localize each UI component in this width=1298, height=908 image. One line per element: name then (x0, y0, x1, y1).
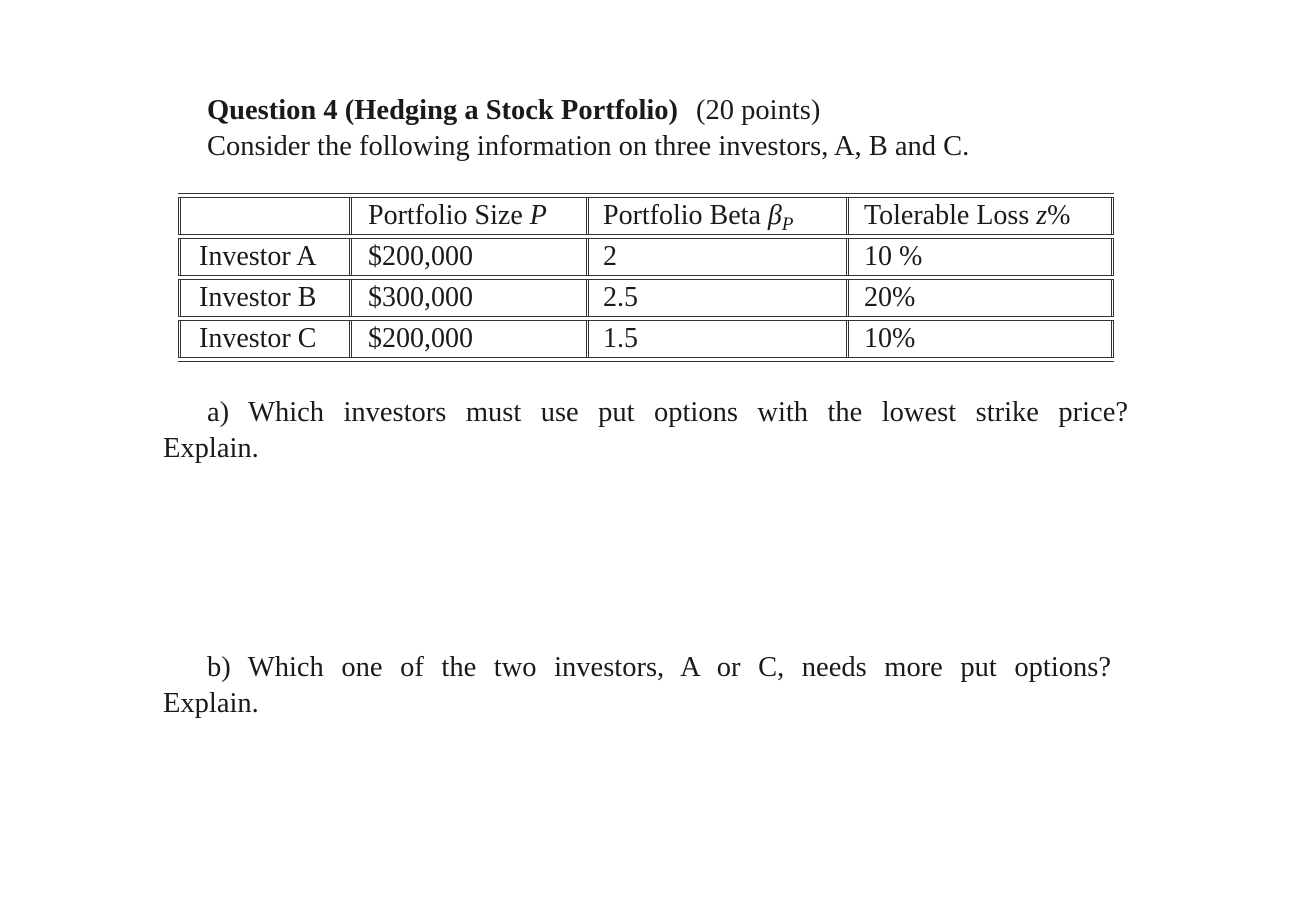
header-portfolio-beta-label: Portfolio Beta (603, 200, 768, 231)
investor-name-cell: Investor B (178, 280, 349, 316)
header-portfolio-beta-subscript: P (781, 214, 794, 234)
investor-table (178, 193, 1114, 362)
header-tolerable-loss-percent: % (1047, 200, 1071, 231)
investor-name-cell: Investor C (178, 321, 349, 357)
header-portfolio-beta-symbol: β (767, 200, 782, 231)
investor-name-cell: Investor A (178, 239, 349, 275)
question-b-line2: Explain. (163, 688, 259, 719)
portfolio-size-cell: $200,000 (349, 321, 586, 357)
header-tolerable-loss (846, 198, 1114, 234)
header-tolerable-loss-label: Tolerable Loss (864, 200, 1037, 231)
question-a-line1: a) Which investors must use put options with the lowest strike price? (207, 397, 1128, 428)
header-portfolio-beta (586, 198, 846, 234)
portfolio-beta-cell: 2.5 (586, 280, 846, 316)
intro-text: Consider the following information on three investors, A, B and C. (207, 131, 970, 162)
question-heading (207, 93, 820, 129)
table-row (178, 320, 1114, 358)
question-b (163, 650, 1111, 722)
header-portfolio-size (349, 198, 586, 234)
question-title: Question 4 (Hedging a Stock Portfolio) (207, 95, 679, 126)
header-tolerable-loss-symbol: z (1036, 200, 1048, 231)
portfolio-beta-cell: 1.5 (586, 321, 846, 357)
tolerable-loss-cell: 10% (846, 321, 1114, 357)
table-row (178, 279, 1114, 317)
question-points: (20 points) (696, 95, 821, 126)
table-row (178, 238, 1114, 276)
question-a (163, 395, 1128, 467)
header-portfolio-size-label: Portfolio Size (368, 200, 530, 231)
tolerable-loss-cell: 20% (846, 280, 1114, 316)
question-b-line1: b) Which one of the two investors, A or C, needs more put options? (207, 652, 1111, 683)
portfolio-size-cell: $300,000 (349, 280, 586, 316)
header-blank-cell (178, 198, 349, 234)
question-a-line2: Explain. (163, 433, 259, 464)
table-header-row (178, 197, 1114, 235)
tolerable-loss-cell: 10 % (846, 239, 1114, 275)
header-portfolio-size-symbol: P (529, 200, 547, 231)
portfolio-size-cell: $200,000 (349, 239, 586, 275)
portfolio-beta-cell: 2 (586, 239, 846, 275)
